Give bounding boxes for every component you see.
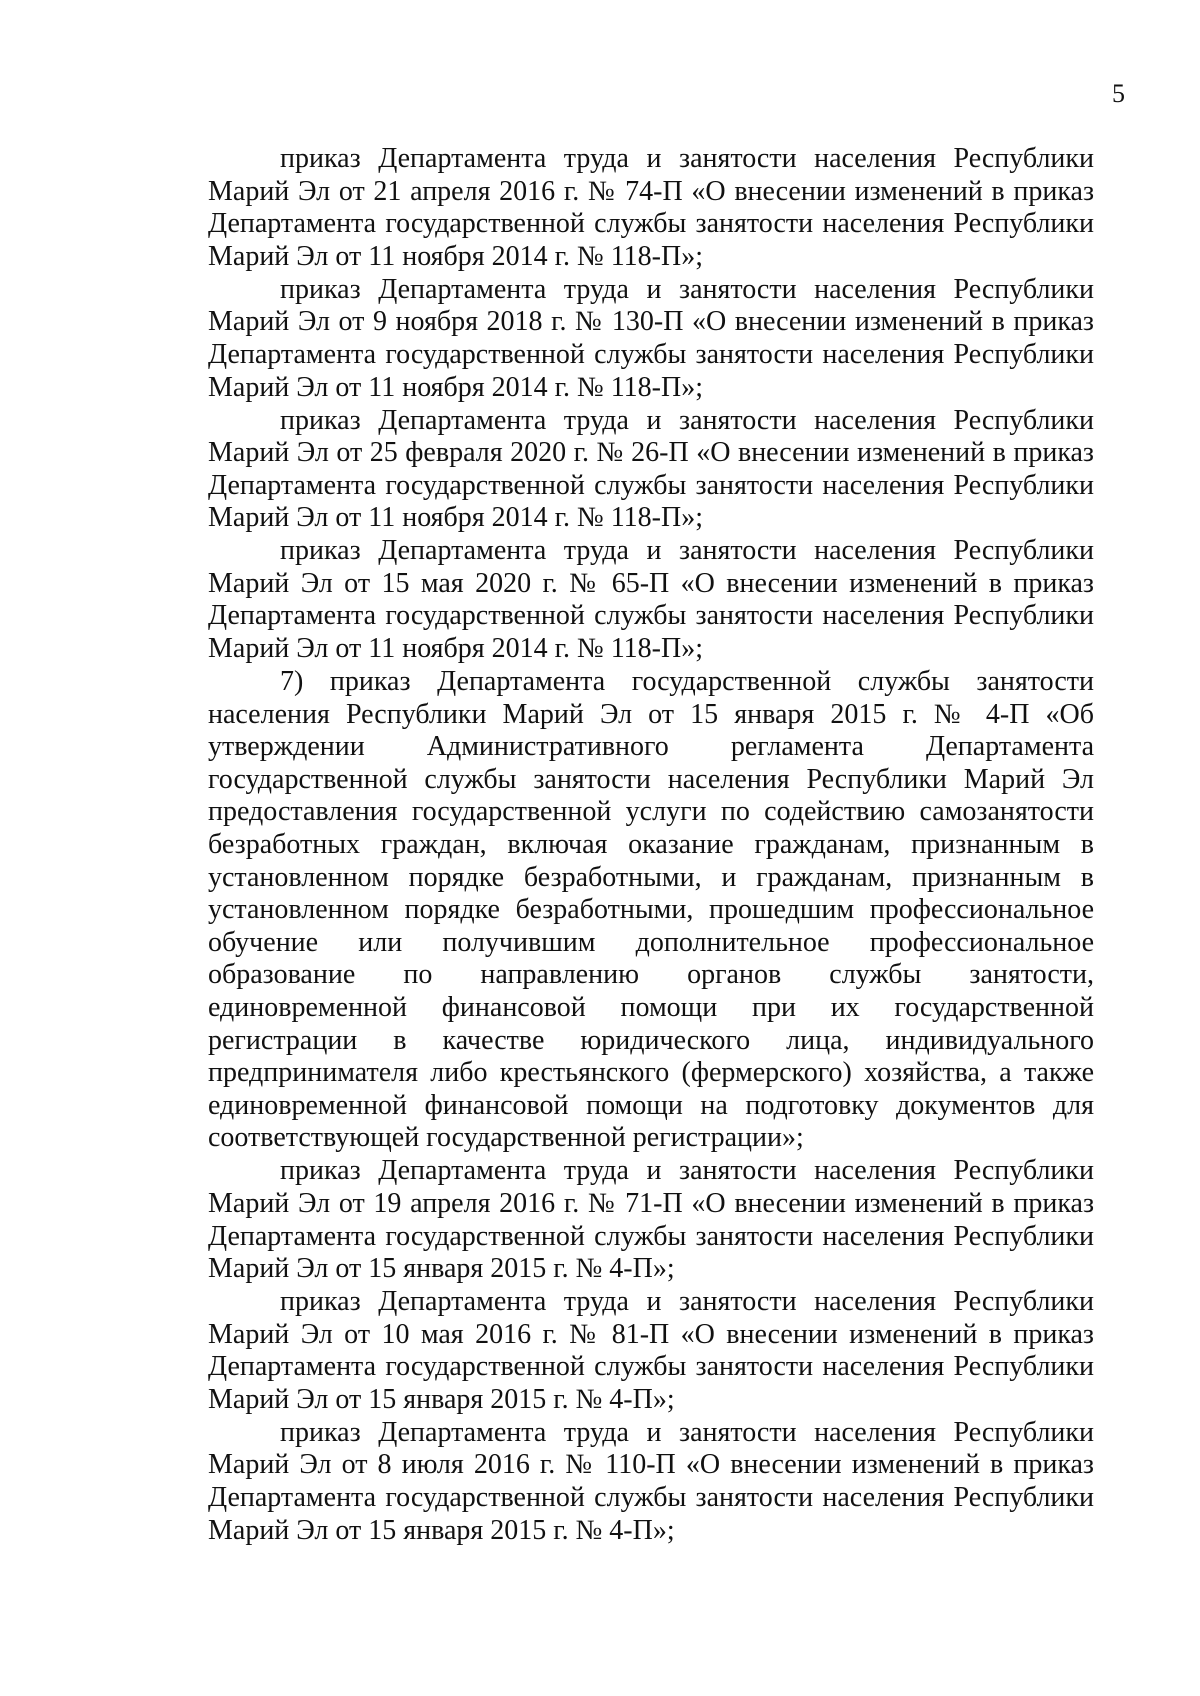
document-body [208, 143, 1094, 1547]
page-number: 5 [1112, 79, 1125, 108]
paragraph-order-130p: приказ Департамента труда и занятости населения Республики Марий Эл от 9 ноября 2018 г. № 130-П «О внесении изменений в приказ Департамента государственной службы занятости населения Республики Марий Эл от 11 ноября 2014 г. № 118-П»; [208, 273, 1094, 403]
paragraph-order-74p: приказ Департамента труда и занятости населения Республики Марий Эл от 21 апреля 2016 г. № 74-П «О внесении изменений в приказ Департамента государственной службы занятости населения Республики Марий Эл от 11 ноября 2014 г. № 118-П»; [208, 143, 1094, 272]
paragraph-order-110p: приказ Департамента труда и занятости населения Республики Марий Эл от 8 июля 2016 г. № 110-П «О внесении изменений в приказ Департамента государственной службы занятости населения Республики Марий Эл от 15 января 2015 г. № 4-П»; [208, 1416, 1094, 1546]
paragraph-order-81p: приказ Департамента труда и занятости населения Республики Марий Эл от 10 мая 2016 г. № 81-П «О внесении изменений в приказ Департамента государственной службы занятости населения Республики Марий Эл от 15 января 2015 г. № 4-П»; [208, 1286, 1094, 1415]
paragraph-item-7-order-4p: 7) приказ Департамента государственной службы занятости населения Республики Марий Эл от 15 января 2015 г. № 4-П «Об утверждении Административного регламента Департамента государственной службы занятости населения Республики Марий Эл предоставления государственной услуги по содействию самозанятости безработных граждан, включая оказание гражданам, признанным в установленном порядке безработными, и гражданам, признанным в установленном порядке безработными, прошедшим профессиональное обучение или получившим дополнительное профессиональное образование по направлению органов службы занятости, единовременной финансовой помощи при их государственной регистрации в качестве юридического лица, индивидуального предпринимателя либо крестьянского (фермерского) хозяйства, а также единовременной финансовой помощи на подготовку документов для соответствующей государственной регистрации»; [208, 666, 1094, 1154]
paragraph-order-26p: приказ Департамента труда и занятости населения Республики Марий Эл от 25 февраля 2020 г. № 26-П «О внесении изменений в приказ Департамента государственной службы занятости населения Республики Марий Эл от 11 ноября 2014 г. № 118-П»; [208, 404, 1094, 534]
paragraph-order-65p: приказ Департамента труда и занятости населения Республики Марий Эл от 15 мая 2020 г. № 65-П «О внесении изменений в приказ Департамента государственной службы занятости населения Республики Марий Эл от 11 ноября 2014 г. № 118-П»; [208, 535, 1094, 665]
paragraph-order-71p: приказ Департамента труда и занятости населения Республики Марий Эл от 19 апреля 2016 г. № 71-П «О внесении изменений в приказ Департамента государственной службы занятости населения Республики Марий Эл от 15 января 2015 г. № 4-П»; [208, 1155, 1094, 1285]
